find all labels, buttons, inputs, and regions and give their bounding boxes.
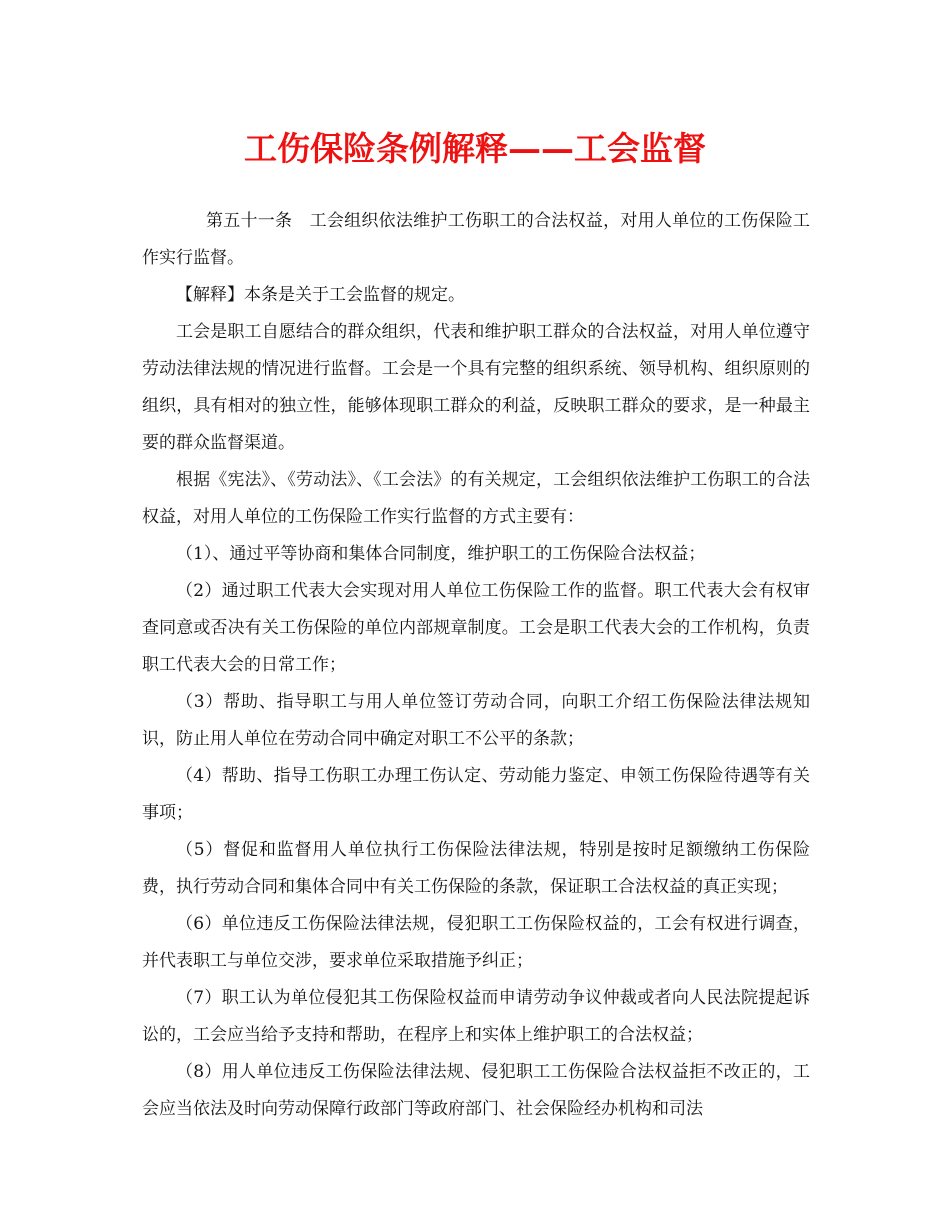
body-paragraph: 工会是职工自愿结合的群众组织，代表和维护职工群众的合法权益，对用人单位遵守劳动法律法规的情况进行监督。工会是一个具有完整的组织系统、领导机构、组织原则的组织，具有相对的独立性，能够体现职工群众的利益，反映职工群众的要求，是一种最主要的群众监督渠道。 [142, 322, 810, 453]
body-paragraph: 根据《宪法》、《劳动法》、《工会法》的有关规定，工会组织依法维护工伤职工的合法权益，对用人单位的工伤保险工作实行监督的方式主要有： [142, 470, 810, 527]
list-item: （8）用人单位违反工伤保险法律法规、侵犯职工工伤保险合法权益拒不改正的，工会应当依法及时向劳动保障行政部门等政府部门、社会保险经办机构和司法 [142, 1062, 810, 1119]
document-body [142, 203, 810, 1128]
explanation-paragraph: 【解释】本条是关于工会监督的规定。 [176, 285, 465, 305]
list-item: （6）单位违反工伤保险法律法规，侵犯职工工伤保险权益的，工会有权进行调查，并代表职工与单位交涉，要求单位采取措施予纠正； [142, 914, 810, 971]
list-item: （2）通过职工代表大会实现对用人单位工伤保险工作的监督。职工代表大会有权审查同意或否决有关工伤保险的单位内部规章制度。工会是职工代表大会的工作机构，负责职工代表大会的日常工作； [142, 581, 810, 675]
list-item: （5）督促和监督用人单位执行工伤保险法律法规，特别是按时足额缴纳工伤保险费，执行劳动合同和集体合同中有关工伤保险的条款，保证职工合法权益的真正实现； [142, 840, 810, 897]
list-item: （1）、通过平等协商和集体合同制度，维护职工的工伤保险合法权益； [176, 544, 706, 564]
list-item: （3）帮助、指导职工与用人单位签订劳动合同，向职工介绍工伤保险法律法规知识，防止用人单位在劳动合同中确定对职工不公平的条款； [142, 692, 810, 749]
article-paragraph: 第五十一条 工会组织依法维护工伤职工的合法权益，对用人单位的工伤保险工作实行监督。 [142, 211, 810, 268]
page-title: 工伤保险条例解释——工会监督 [244, 129, 706, 168]
list-item: （4）帮助、指导工伤职工办理工伤认定、劳动能力鉴定、申领工伤保险待遇等有关事项； [142, 766, 810, 823]
list-item: （7）职工认为单位侵犯其工伤保险权益而申请劳动争议仲裁或者向人民法院提起诉讼的，工会应当给予支持和帮助，在程序上和实体上维护职工的合法权益； [142, 988, 810, 1045]
